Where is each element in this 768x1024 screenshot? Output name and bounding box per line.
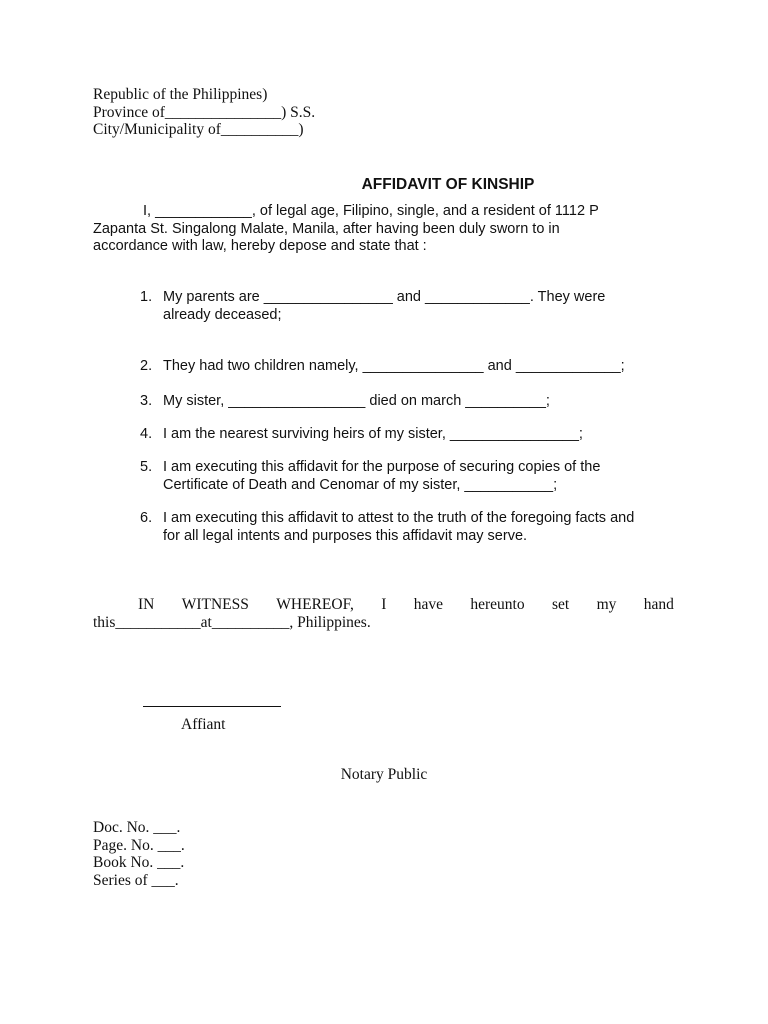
notary-public-label (0, 766, 768, 784)
series-year: Series of ___. (93, 871, 179, 889)
document-title-text: AFFIDAVIT OF KINSHIP (361, 176, 535, 193)
notary-public-text: Notary Public (340, 766, 428, 783)
notarial-register (93, 819, 185, 889)
item-line: I am the nearest surviving heirs of my sister, ________________; (163, 426, 583, 442)
caption-province: Province of_______________) S.S. (93, 103, 316, 121)
caption-city: City/Municipality of__________) (93, 121, 304, 138)
item-line: Certificate of Death and Cenomar of my sister, ___________; (163, 476, 558, 493)
item-number: 6. (140, 510, 153, 526)
witness-word: my (596, 596, 617, 613)
item-line: for all legal intents and purposes this affidavit may serve. (163, 527, 528, 544)
witness-word: WITNESS (181, 596, 249, 613)
affiant-signature-line (143, 706, 281, 707)
item-number: 5. (140, 459, 153, 475)
intro-paragraph (93, 203, 653, 256)
item-line: My sister, _________________ died on march __________; (163, 393, 550, 409)
item-number: 3. (140, 393, 153, 409)
witness-word: hereunto (470, 596, 525, 613)
witness-word: set (552, 596, 570, 613)
witness-clause (93, 596, 674, 631)
item-number: 4. (140, 426, 153, 442)
item-line: My parents are ________________ and _____________. They were (163, 289, 606, 305)
caption-republic: Republic of the Philippines) (93, 86, 268, 103)
affiant-label: Affiant (181, 716, 226, 733)
item-line: already deceased; (163, 306, 282, 323)
venue-caption (93, 86, 315, 139)
doc-number: Doc. No. ___. (93, 819, 181, 836)
book-number: Book No. ___. (93, 854, 185, 871)
witness-line-2: this___________at__________, Philippines. (93, 613, 371, 631)
item-line: I am executing this affidavit to attest to the truth of the foregoing facts and (163, 510, 635, 526)
witness-word: hand (643, 596, 674, 613)
intro-line-2: Zapanta St. Singalong Malate, Manila, after having been duly sworn to in (93, 220, 560, 237)
witness-word: IN (138, 596, 155, 613)
page-number: Page. No. ___. (93, 836, 185, 854)
item-line: I am executing this affidavit for the purpose of securing copies of the (163, 459, 601, 475)
witness-word: have (413, 596, 444, 613)
intro-line-3: accordance with law, hereby depose and state that : (93, 238, 427, 254)
item-number: 2. (140, 358, 153, 374)
intro-line-1: I, ____________, of legal age, Filipino, single, and a resident of 1112 P (143, 203, 599, 219)
witness-word: I (381, 596, 387, 613)
document-title (0, 176, 768, 194)
item-number: 1. (140, 289, 153, 305)
witness-word: WHEREOF, (276, 596, 354, 613)
witness-line-1 (93, 596, 674, 614)
item-line: They had two children namely, _______________ and _____________; (163, 358, 625, 374)
